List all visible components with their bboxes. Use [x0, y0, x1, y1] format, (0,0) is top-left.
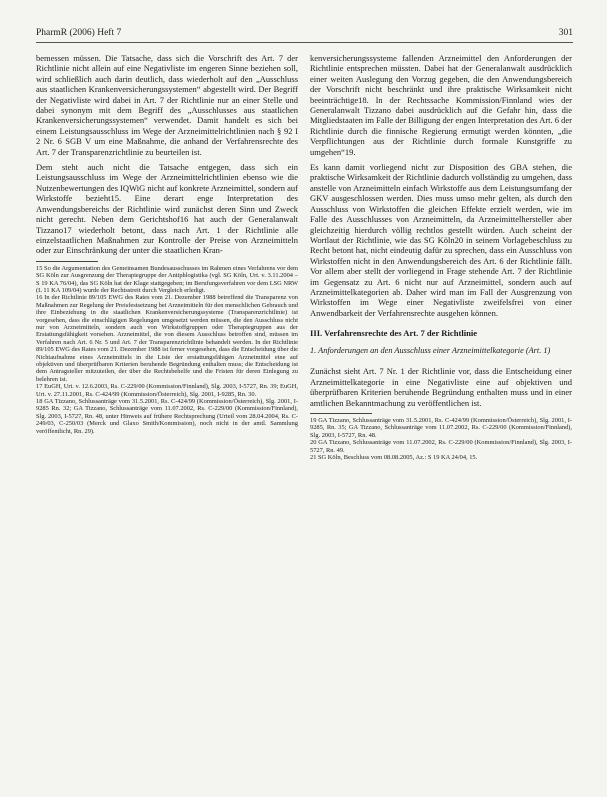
running-header	[36, 28, 573, 43]
footnote: 21 SG Köln, Beschluss vom 08.08.2005, Az.: S 19 KA 24/04, 15.	[310, 454, 478, 462]
footnote: 19 GA Tizzano, Schlussanträge vom 31.5.2001, Rs. C-424/99 (Kommission/Österreich), Slg. 2001, I-9285, Rn. 35; GA Tizzano, Schlussanträge vom 11.07.2002, Rs. C-229/00 (Kommission/Finnland), Slg. 2003, I-5727, Rn. 48.	[310, 416, 572, 439]
footnote: 18 GA Tizzano, Schlussanträge vom 31.5.2001, Rs. C-424/99 (Kommission/Österreich), Slg. 2001, I-9285 Rn. 32; GA Tizzano, Schlussanträge vom 11.07.2002, Rs. C-229/00 (Kommission/Finnland), Slg. 2003, I-5727, Rn. 48, unter Hinweis auf frühere Rechtsprechung (Urteil vom 28.04.2004, Rs. C-249/03, C-250/03 (Merck und Glaxo Smith/Kommission), noch nicht in der amtl. Sammlung veröffentlicht, Rn. 29).	[36, 398, 298, 435]
footnote-divider	[36, 261, 98, 262]
body-paragraph: Dem steht auch nicht die Tatsache entgegen, dass sich ein Leistungsausschluss im Wege der Arzneimittelrichtlinien ebenso wie die Nutzenbewertungen des IQWiG nicht auf konkrete Arzneimittel, sondern auf Wirkstoffe bezieht15. Eine derart enge Interpretation des Anwendungsbereichs der Richtlinie wird zunächst deren Sinn und Zweck nicht gerecht. Neben dem Gerichtshof16 hat auch der Generalanwalt Tizzano17 wiederholt betont, dass nach Art. 1 der Richtlinie alle einzelstaatlichen Maßnahmen zur Kontrolle der Preise von Arzneimitteln oder zur Einschränkung der unter die staatlichen Kran-	[36, 162, 298, 256]
journal-reference: PharmR (2006) Heft 7	[36, 28, 122, 38]
right-column	[310, 53, 572, 461]
section-heading: III. Verfahrensrechte des Art. 7 der Richtlinie	[310, 328, 478, 339]
footnote-divider	[310, 413, 372, 414]
footnote: 15 So die Argumentation des Gemeinsamen Bundesausschusses im Rahmen eines Verfahrens vor dem SG Köln zur Ausgrenzung der Therapiegruppe der Antiphlogistika (vgl. SG Köln, Urt. v. 3.11.2004 – S 19 KA 76/04), das SG Köln hat der Klage stattgegeben; im Berufungsverfahren vor dem LSG NRW (L 11 KA 109/04) wurde der Rechtsstreit durch Vergleich erledigt.	[36, 264, 298, 294]
footnote: 16 In der Richtlinie 89/105 EWG des Rates vom 21. Dezember 1988 betreffend die Transparenz von Maßnahmen zur Regelung der Preisfestsetzung bei Arzneimitteln für den menschlichen Gebrauch und ihre Einbeziehung in die staatlichen Krankenversicherungssysteme (Transparenzrichtlinie) ist vorgesehen, dass die einschlägigen Regelungen umgesetzt werden müssen, die den Ausschluss nicht nur von Arzneimitteln, sondern auch von Wirkstoffgruppen oder Therapiegruppen aus der Erstattungsfähigkeit vorsehen. Arzneimittel, die von diesem Ausschluss betroffen sind, müssen im Verfahren nach Art. 6 Nr. 5 und Art. 7 der Transparenzrichtlinie behandelt werden. In der Richtlinie 89/105 EWG des Rates vom 21. Dezember 1988 ist ferner vorgesehen, dass die Entscheidung über die Nichtaufnahme eines Arzneimittels in die Liste der erstattungsfähigen Arzneimittel eine auf objektiven und überprüfbaren Kriterien beruhende Begründung enthalten muss; die Entscheidung ist dem Antragsteller mitzuteilen, der über die Rechtsbehelfe und die Fristen für deren Einlegung zu belehren ist.	[36, 294, 299, 383]
subsection-heading: 1. Anforderungen an den Ausschluss einer Arzneimittelkategorie (Art. 1)	[310, 346, 551, 356]
body-paragraph: bemessen müssen. Die Tatsache, dass sich die Vorschrift des Art. 7 der Richtlinie nicht allein auf eine Negativliste im engeren Sinne beziehen soll, wird schließlich auch darin deutlich, dass wiederholt auf den „Ausschluss aus staatlichen Krankenversicherungssystemen“ abgestellt wird. Der Begriff der Negativliste wird dabei in Art. 7 der Richtlinie nur an einer Stelle und dabei synonym mit dem Begriff des „Ausschlusses aus staatlichen Krankenversicherungssystemen“ verwendet. Damit handelt es sich bei einem Leistungsausschluss im Wege der Arzneimittelrichtlinien nach § 92 I 2 Nr. 6 SGB V um eine Maßnahme, die anhand der Verfahrensrechte des Art. 7 der Transparenzrichtlinie zu beurteilen ist.	[36, 53, 298, 157]
footnote: 20 GA Tizzano, Schlussanträge vom 11.07.2002, Rs. C-229/00 (Kommission/Finnland), Slg. 2003, I-5727, Rn. 49.	[310, 439, 572, 454]
page-number: 301	[558, 28, 573, 38]
body-paragraph: Zunächst sieht Art. 7 Nr. 1 der Richtlinie vor, dass die Entscheidung einer Arzneimittelkategorie in eine Negativliste eine auf objektiven und überprüfbaren Kriterien beruhende Begründung enthalten muss und in einer amtlichen Bekanntmachung zu veröffentlichen ist.	[310, 366, 572, 408]
body-paragraph: Es kann damit vorliegend nicht zur Disposition des GBA stehen, die praktische Wirksamkeit der Richtlinie dadurch vollständig zu umgehen, dass anstelle von Arzneimitteln einfach Wirkstoffe aus dem Leistungsumfang der GKV ausgeschlossen werden. Dies muss umso mehr gelten, als durch den Ausschluss von Wirkstoffen die gleichen Effekte erzielt werden, wie im Falle des Ausschlusses von Arzneimitteln, da Arzneimittelhersteller aber gleichzeitig hierdurch völlig rechtlos gestellt würden. Auch scheint der Wortlaut der Richtlinie, wie das SG Köln20 in seinem Vorlagebeschluss zu Recht betont hat, nicht eindeutig dafür zu sprechen, dass ein Ausschluss von Wirkstoffen nicht in den Anwendungsbereich des Art. 6 der Richtlinie fällt. Vor allem aber stellt der vorliegend in Frage stehende Art. 7 der Richtlinie im Gegensatz zu Art. 6 nicht nur auf Arzneimittel, sondern auch auf Arzneimittelkategorien ab. Daher wird man im Fall der Ausgrenzung von Wirkstoffen im Wege einer Negativliste zweifelsfrei von einer Anwendbarkeit der Verfahrensrechte ausgehen können.	[310, 162, 572, 318]
footnote: 17 EuGH, Urt. v. 12.6.2003, Rs. C-229/00 (Kommission/Finnland), Slg. 2003, I-5727, Rn. 39; EuGH, Urt. v. 27.11.2001, Rs. C-424/99 (Kommission/Österreich), Slg. 2001, I-9285, Rn. 30.	[36, 383, 298, 398]
left-column	[36, 53, 298, 435]
body-paragraph: kenversicherungssysteme fallenden Arzneimittel den Anforderungen der Richtlinie entsprechen müssten. Dabei hat der Generalanwalt ausdrücklich einer weiten Auslegung den Vorzug gegeben, die den Anwendungsbereich der Vorschrift nicht beschränkt und ihre praktische Wirksamkeit nicht beeinträchtige18. In der Rechtssache Kommission/Finnland wies der Generalanwalt Tizzano dabei ausdrücklich auf die Gefahr hin, dass die Mitgliedstaaten im Falle der Billigung der engen Interpretation des Art. 6 der Richtlinie durch die finnische Regierung ermutigt werden könnten, „die Verpflichtungen aus der Richtlinie durch formale Kunstgriffe zu umgehen“19.	[310, 53, 573, 157]
